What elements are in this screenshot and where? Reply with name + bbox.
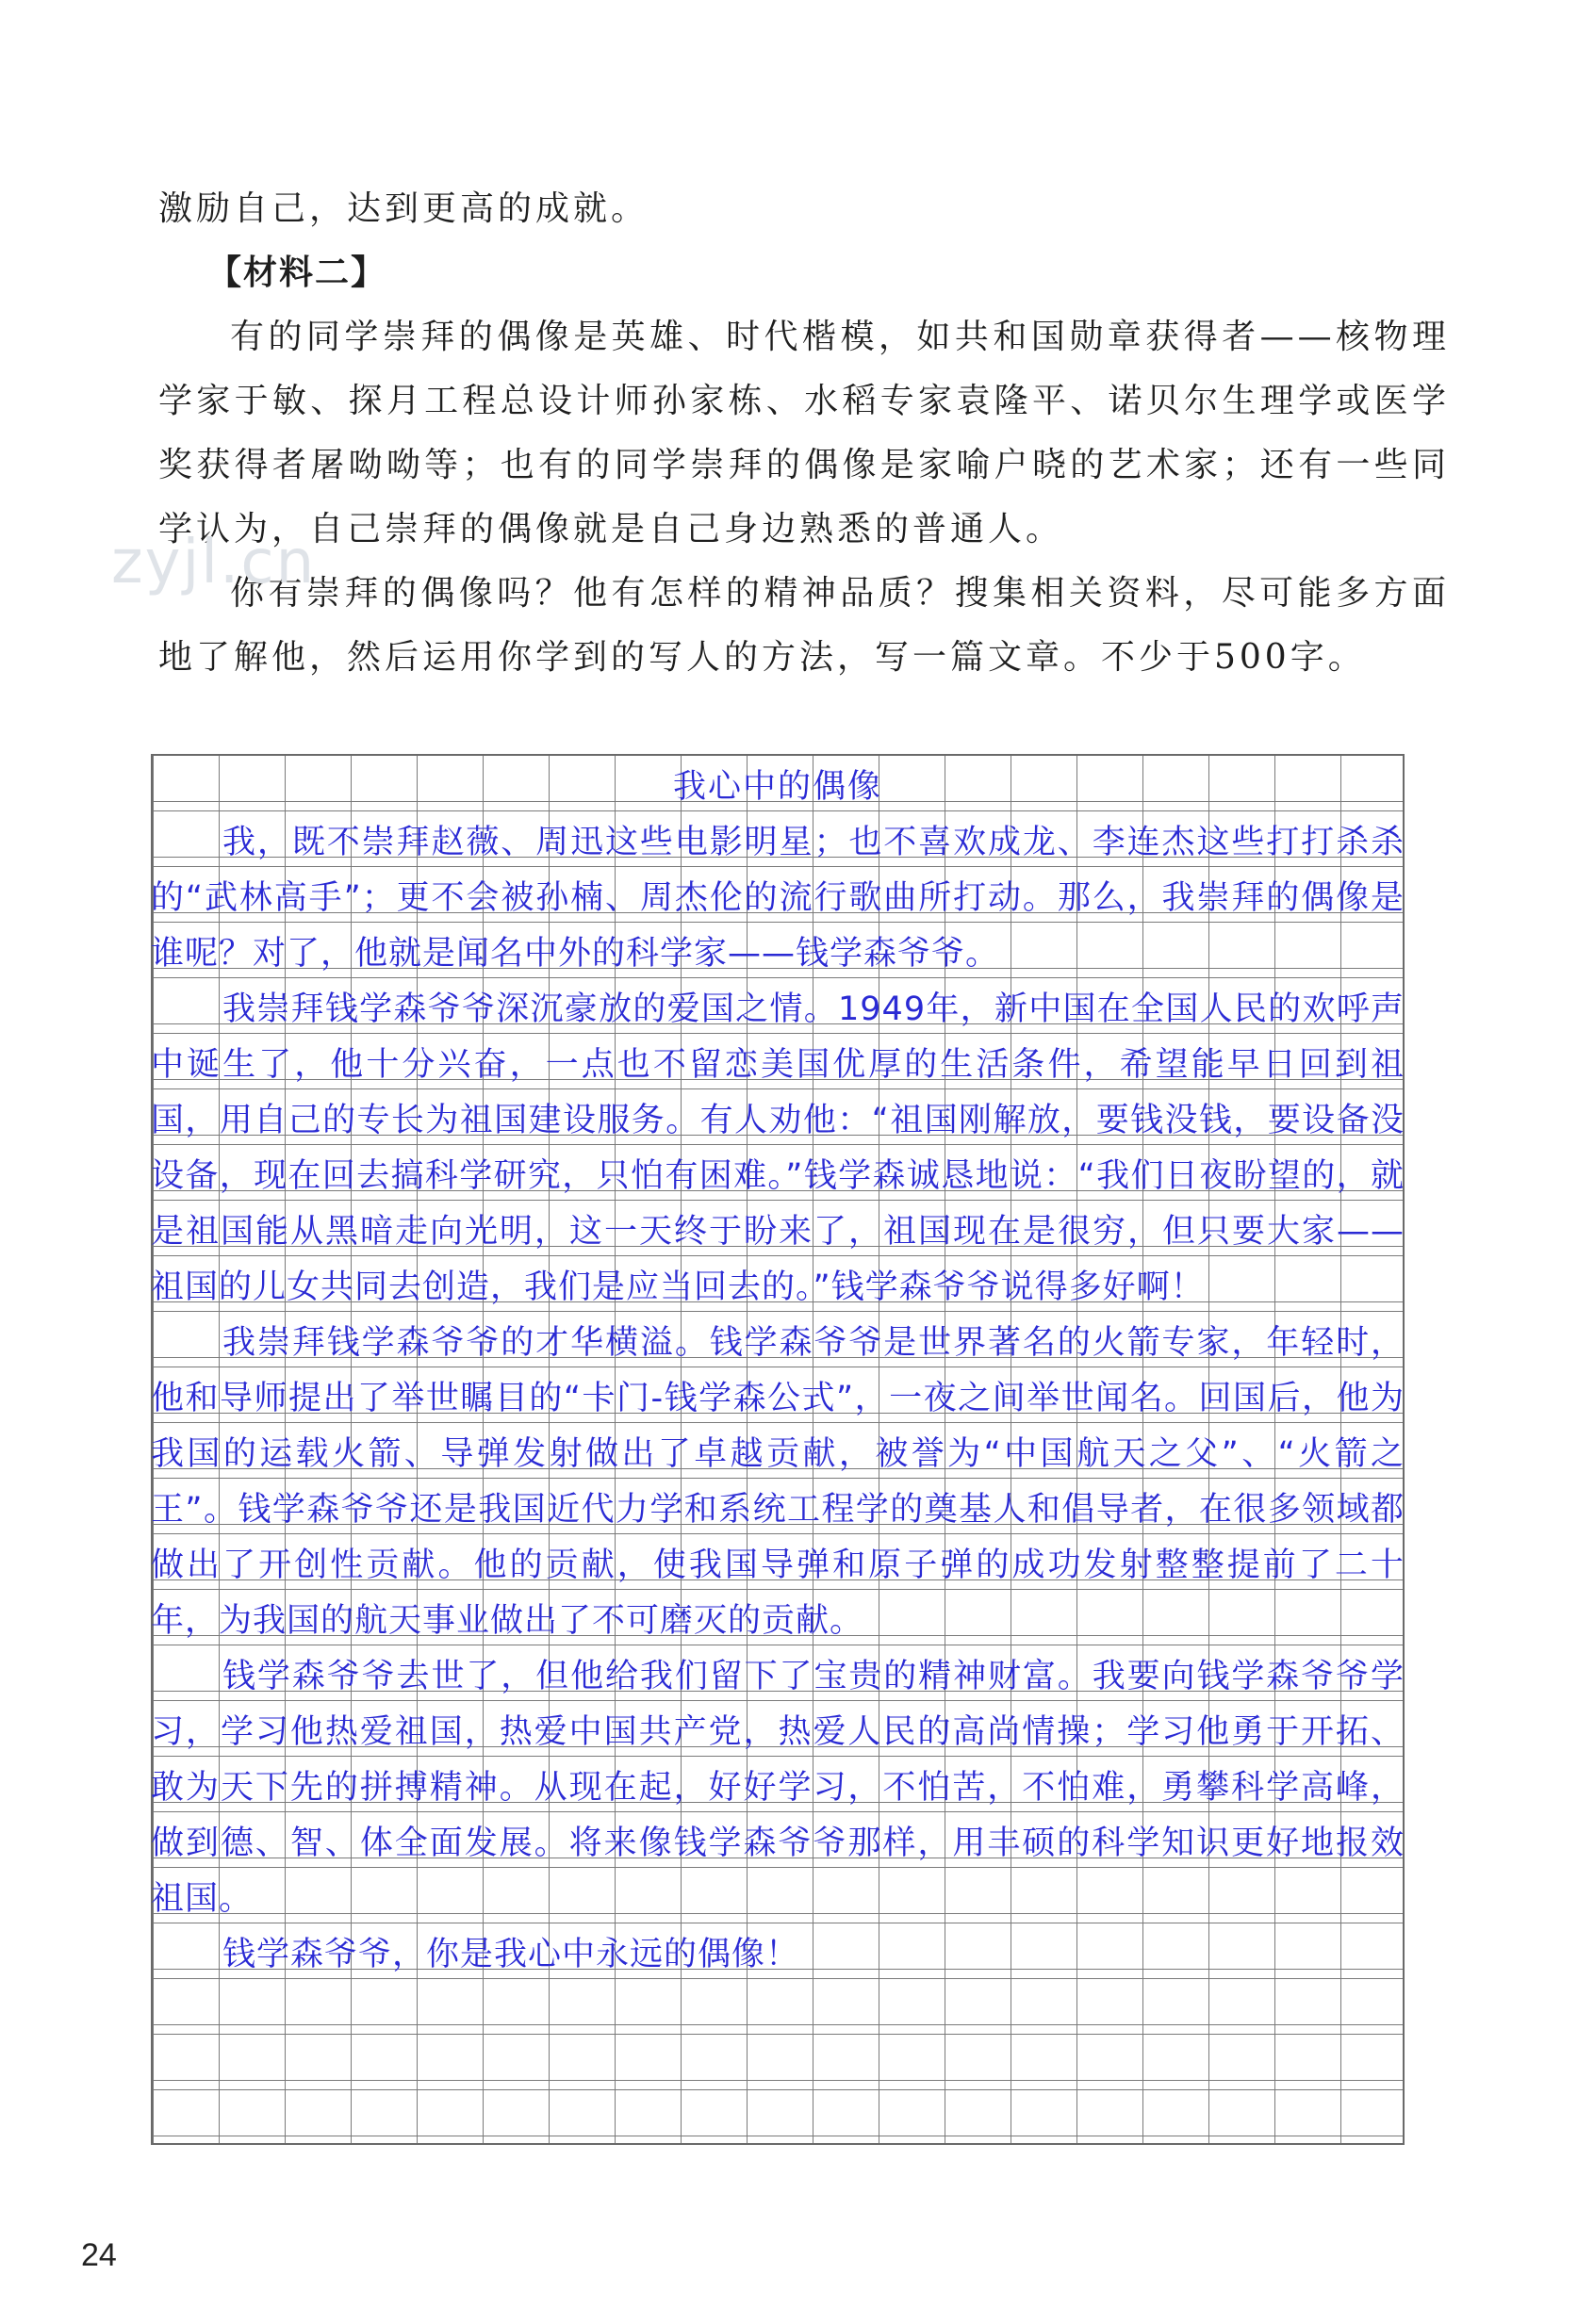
page-number: 24 [81,2237,117,2273]
essay-paragraph: 我崇拜钱学森爷爷的才华横溢。钱学森爷爷是世界著名的火箭专家，年轻时，他和导师提出了举世瞩目的“卡门-钱学森公式”，一夜之间举世闻名。回国后，他为我国的运载火箭、导弹发射做出了卓越贡献，被誉为“中国航天之父”、“火箭之王”。钱学森爷爷还是我国近代力学和系统工程学的奠基人和倡导者，在很多领域都做出了开创性贡献。他的贡献，使我国导弹和原子弹的成功发射整整提前了二十年，为我国的航天事业做出了不可磨灭的贡献。 [151,1324,1405,1640]
writing-task-prompt: 你有崇拜的偶像吗？他有怎样的精神品质？搜集相关资料，尽可能多方面地了解他，然后运用你学到的写人的方法，写一篇文章。不少于500字。 [158,574,1450,677]
essay-paragraph: 钱学森爷爷，你是我心中永远的偶像！ [222,1936,800,1973]
material-heading: 【材料二】 [207,254,387,292]
essay-paragraph: 钱学森爷爷去世了，但他给我们留下了宝贵的精神财富。我要向钱学森爷爷学习，学习他热爱祖国，热爱中国共产党，热爱人民的高尚情操；学习他勇于开拓、敢为天下先的拼搏精神。从现在起，好好学习，不怕苦，不怕难，勇攀科学高峰，做到德、智、体全面发展。将来像钱学森爷爷那样，用丰硕的科学知识更好地报效祖国。 [151,1658,1405,1918]
material-paragraph: 有的同学崇拜的偶像是英雄、时代楷模，如共和国勋章获得者——核物理学家于敏、探月工程总设计师孙家栋、水稻专家袁隆平、诺贝尔生理学或医学奖获得者屠呦呦等；也有的同学崇拜的偶像是家喻户晓的艺术家；还有一些同学认为，自己崇拜的偶像就是自己身边熟悉的普通人。 [158,318,1450,548]
watermark: zyjl.cn [111,528,317,597]
printed-text-block [158,177,1450,690]
continuation-line: 激励自己，达到更高的成就。 [158,189,649,228]
essay-title: 我心中的偶像 [672,768,882,806]
handwritten-essay [151,754,1405,1983]
essay-paragraph: 我，既不崇拜赵薇、周迅这些电影明星；也不喜欢成龙、李连杰这些打打杀杀的“武林高手”；更不会被孙楠、周杰伦的流行歌曲所打动。那么，我崇拜的偶像是谁呢？对了，他就是闻名中外的科学家——钱学森爷爷。 [151,824,1405,973]
essay-paragraph: 我崇拜钱学森爷爷深沉豪放的爱国之情。1949年，新中国在全国人民的欢呼声中诞生了，他十分兴奋，一点也不留恋美国优厚的生活条件，希望能早日回到祖国，用自己的专长为祖国建设服务。有人劝他：“祖国刚解放，要钱没钱，要设备没设备，现在回去搞科学研究，只怕有困难。”钱学森诚恳地说：“我们日夜盼望的，就是祖国能从黑暗走向光明，这一天终于盼来了，祖国现在是很穷，但只要大家——祖国的儿女共同去创造，我们是应当回去的。”钱学森爷爷说得多好啊！ [151,990,1405,1306]
